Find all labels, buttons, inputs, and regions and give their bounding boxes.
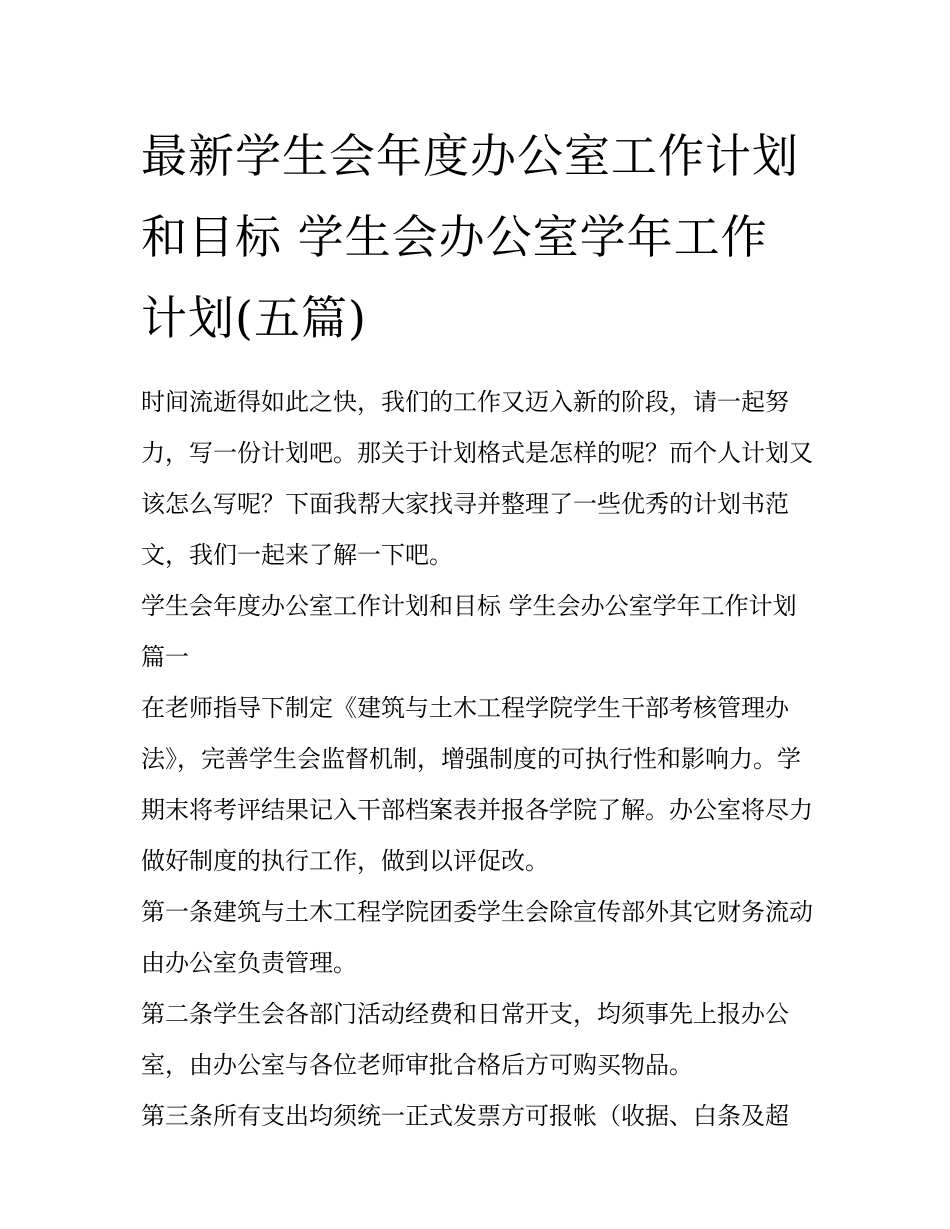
article-2-paragraph: 第二条学生会各部门活动经费和日常开支，均须事先上报办公室，由办公室与各位老师审批合格后方可购买物品。 xyxy=(141,1000,789,1079)
article-3-paragraph: 第三条所有支出均须统一正式发票方可报帐（收据、白条及超 xyxy=(141,1102,789,1130)
intro-paragraph: 时间流逝得如此之快，我们的工作又迈入新的阶段，请一起努力，写一份计划吧。那关于计划格式是怎样的呢？而个人计划又该怎么写呢？下面我帮大家找寻并整理了一些优秀的计划书范文，我们一起来了解一下吧。 xyxy=(141,388,813,569)
section-heading: 学生会年度办公室工作计划和目标 学生会办公室学年工作计划篇一 xyxy=(141,592,797,671)
document-body xyxy=(141,377,813,1142)
document-title: 最新学生会年度办公室工作计划和目标 学生会办公室学年工作计划(五篇) xyxy=(141,129,799,345)
article-1-paragraph: 第一条建筑与土木工程学院团委学生会除宣传部外其它财务流动由办公室负责管理。 xyxy=(141,898,813,977)
body-paragraph: 在老师指导下制定《建筑与土木工程学院学生干部考核管理办法》，完善学生会监督机制，增强制度的可执行性和影响力。学期末将考评结果记入干部档案表并报各学院了解。办公室将尽力做好制度的执行工作，做到以评促改。 xyxy=(141,694,813,875)
document-content xyxy=(141,116,813,1142)
